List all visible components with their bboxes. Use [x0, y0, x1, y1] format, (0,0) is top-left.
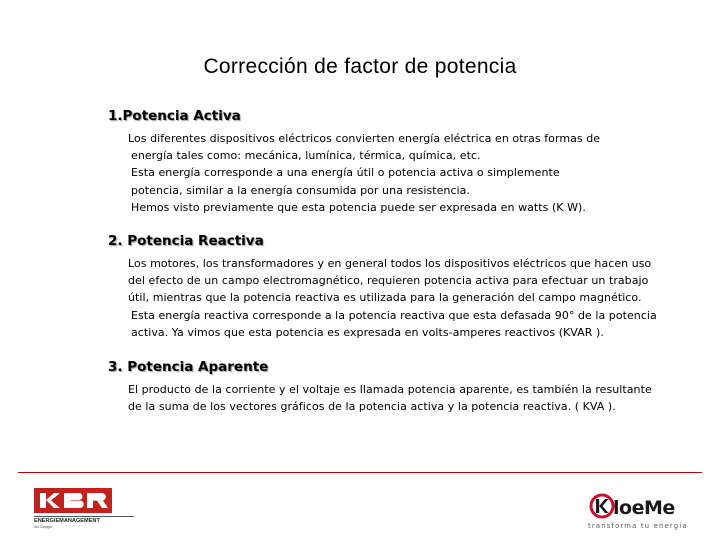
body-line: activa. Ya vimos que esta potencia es expresada en volts-amperes reactivos (KVAR ). [131, 325, 604, 339]
section-heading: 2. Potencia Reactiva [108, 233, 264, 249]
section-potencia-activa [108, 108, 600, 216]
body-line: de la suma de los vectores gráficos de la potencia activa y la potencia reactiva. ( KVA ). [128, 400, 616, 414]
section-potencia-aparente [108, 359, 652, 415]
body-line: potencia, similar a la energía consumida por una resistencia. [131, 183, 470, 197]
body-line: Hemos visto previamente que esta potencia puede ser expresada en watts (K W). [131, 200, 586, 214]
body-line: Los diferentes dispositivos eléctricos convierten energía eléctrica en otras formas de [128, 132, 601, 145]
footer-divider [18, 472, 702, 473]
body-line: Esta energía corresponde a una energía útil o potencia activa o simplemente [131, 166, 560, 180]
body-line: Esta energía reactiva corresponde a la potencia reactiva que esta defasada 90° de la potencia [131, 308, 657, 322]
kbr-logo [33, 486, 143, 530]
kbr-subtitle: ENERGIEMANAGEMENT [34, 518, 100, 524]
section-body [128, 130, 600, 216]
slide-title: Corrección de factor de potencia [203, 55, 517, 78]
body-line: energía tales como: mecánica, lumínica, térmica, química, etc. [131, 149, 481, 163]
kbr-small: AG Gruppe [34, 525, 53, 529]
section-body [128, 255, 657, 341]
kloeme-logo [588, 490, 693, 534]
section-body [128, 381, 652, 415]
section-heading: 1.Potencia Activa [108, 108, 241, 124]
section-heading: 3. Potencia Aparente [108, 359, 269, 375]
kloeme-brand: loeMe [613, 497, 675, 519]
body-line: útil, mientras que la potencia reactiva es utilizada para la generación del campo magnético. [128, 291, 642, 305]
section-potencia-reactiva [108, 233, 657, 341]
body-line: El producto de la corriente y el voltaje es llamada potencia aparente, es también la resultante [128, 383, 652, 396]
body-line: del efecto de un campo electromagnético, requieren potencia activa para efectuar un trabajo [128, 274, 649, 288]
kloeme-tagline: transforma tu energía [588, 522, 688, 530]
body-line: Los motores, los transformadores y en general todos los dispositivos eléctricos que hacen uso [128, 257, 652, 270]
